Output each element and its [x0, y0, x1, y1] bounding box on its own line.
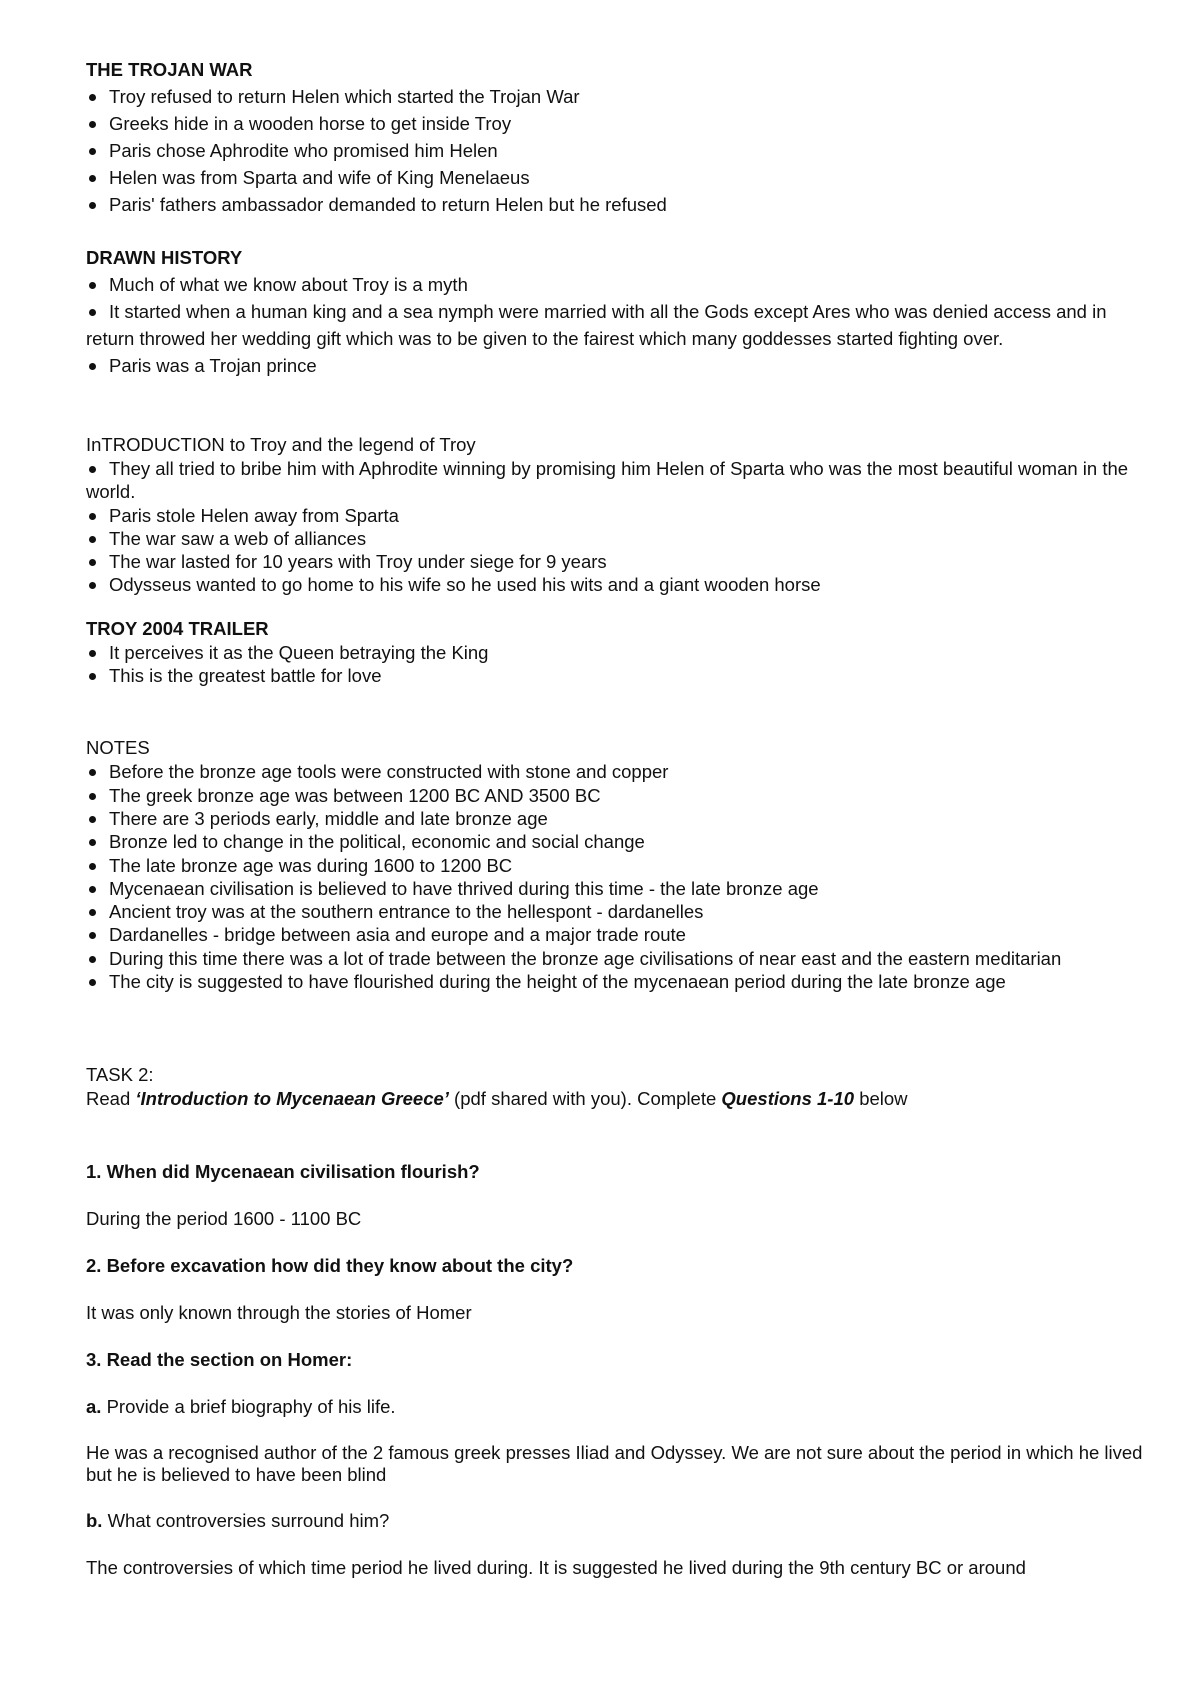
answer-3a: He was a recognised author of the 2 famous greek presses Iliad and Odyssey. We are not sure about the period in which he lived but he is believed to have been blind: [86, 1442, 1143, 1486]
section-heading-trojan-war: THE TROJAN WAR: [86, 59, 253, 80]
list-item: This is the greatest battle for love: [86, 664, 1146, 687]
question-2: 2. Before excavation how did they know about the city?: [86, 1255, 574, 1277]
reading-title: ‘Introduction to Mycenaean Greece’: [135, 1088, 449, 1110]
list-item: Troy refused to return Helen which started the Trojan War: [86, 83, 1146, 110]
section-heading-drawn-history: DRAWN HISTORY: [86, 247, 243, 268]
list-item: Bronze led to change in the political, economic and social change: [86, 830, 1146, 853]
task-read-prefix: Read: [86, 1088, 136, 1110]
question-3b-text: What controversies surround him?: [102, 1510, 390, 1532]
list-item: Helen was from Sparta and wife of King Menelaeus: [86, 164, 1146, 191]
list-item: It started when a human king and a sea nymph were married with all the Gods except Ares who was denied access and in return throwed her wedding gift which was to be given to the fairest which many goddesses started fighting over.: [86, 298, 1146, 352]
task-read-middle: (pdf shared with you). Complete: [448, 1088, 722, 1110]
section-heading-trailer: TROY 2004 TRAILER: [86, 617, 269, 639]
list-item: Paris chose Aphrodite who promised him Helen: [86, 137, 1146, 164]
section-heading-notes: NOTES: [86, 737, 150, 759]
question-3a-label: a.: [86, 1396, 102, 1418]
answer-3b: The controversies of which time period he lived during. It is suggested he lived during the 9th century BC or around: [86, 1557, 1026, 1579]
trojan-war-list: [86, 83, 1146, 218]
question-3b: [86, 1509, 1146, 1533]
section-heading-introduction: InTRODUCTION to Troy and the legend of Troy: [86, 434, 476, 455]
list-item: Paris' fathers ambassador demanded to return Helen but he refused: [86, 191, 1146, 218]
task-label: TASK 2:: [86, 1064, 154, 1086]
task-read-suffix: below: [854, 1088, 908, 1110]
list-item: The late bronze age was during 1600 to 1200 BC: [86, 854, 1146, 877]
list-item: Paris stole Helen away from Sparta: [86, 504, 1146, 527]
question-3a-text: Provide a brief biography of his life.: [101, 1396, 396, 1418]
trailer-list: [86, 641, 1146, 688]
notes-list: [86, 760, 1146, 993]
introduction-list: [86, 457, 1146, 597]
list-item: Mycenaean civilisation is believed to have thrived during this time - the late bronze age: [86, 877, 1146, 900]
question-3b-label: b.: [86, 1510, 103, 1532]
list-item: It perceives it as the Queen betraying the King: [86, 641, 1146, 664]
drawn-history-list: [86, 271, 1146, 379]
list-item: Dardanelles - bridge between asia and europe and a major trade route: [86, 923, 1146, 946]
list-item: The war saw a web of alliances: [86, 527, 1146, 550]
list-item: Much of what we know about Troy is a myth: [86, 271, 1146, 298]
document-page: [86, 56, 1146, 1580]
answer-2: It was only known through the stories of Homer: [86, 1302, 472, 1324]
question-3a: [86, 1395, 1146, 1419]
list-item: During this time there was a lot of trade between the bronze age civilisations of near east and the eastern meditarian: [86, 947, 1146, 970]
question-1: 1. When did Mycenaean civilisation flourish?: [86, 1161, 480, 1183]
list-item: Before the bronze age tools were constructed with stone and copper: [86, 760, 1146, 783]
answer-1: During the period 1600 - 1100 BC: [86, 1208, 362, 1230]
list-item: The greek bronze age was between 1200 BC AND 3500 BC: [86, 784, 1146, 807]
list-item: Ancient troy was at the southern entrance to the hellespont - dardanelles: [86, 900, 1146, 923]
list-item: Paris was a Trojan prince: [86, 352, 1146, 379]
list-item: The war lasted for 10 years with Troy under siege for 9 years: [86, 550, 1146, 573]
list-item: The city is suggested to have flourished during the height of the mycenaean period during the late bronze age: [86, 970, 1146, 993]
question-3: 3. Read the section on Homer:: [86, 1349, 353, 1371]
questions-label: Questions 1-10: [721, 1088, 855, 1110]
list-item: There are 3 periods early, middle and late bronze age: [86, 807, 1146, 830]
list-item: Greeks hide in a wooden horse to get inside Troy: [86, 110, 1146, 137]
list-item: They all tried to bribe him with Aphrodite winning by promising him Helen of Sparta who was the most beautiful woman in the world.: [86, 457, 1146, 504]
task-instructions: [86, 1087, 1146, 1111]
list-item: Odysseus wanted to go home to his wife so he used his wits and a giant wooden horse: [86, 573, 1146, 596]
